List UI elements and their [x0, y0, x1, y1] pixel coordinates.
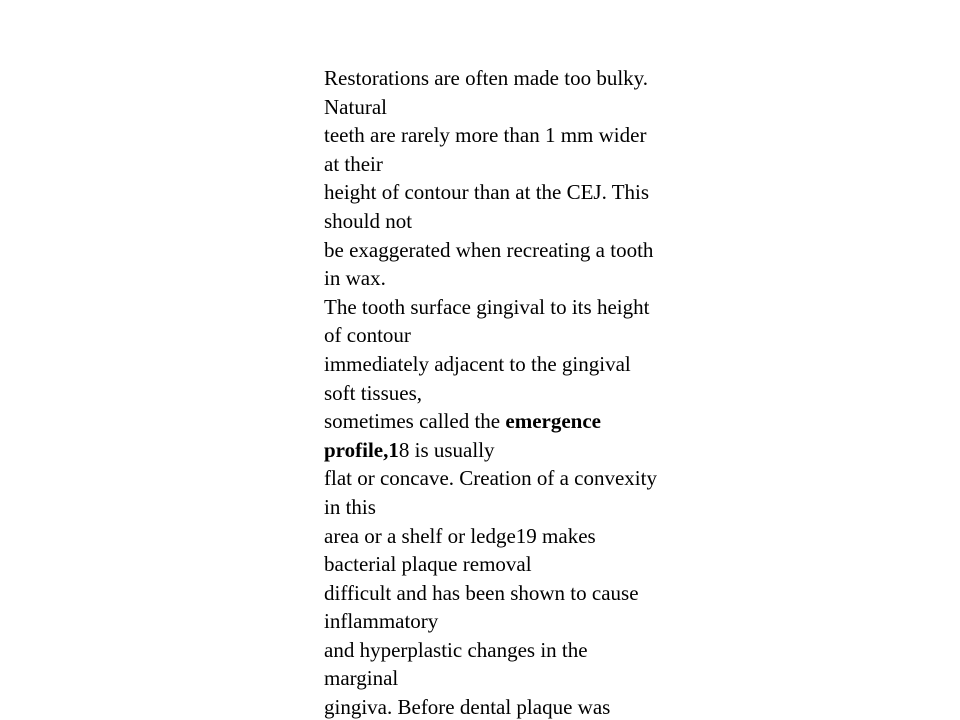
text-line: gingiva. Before dental plaque was — [324, 695, 611, 720]
emphasis-term: emergence — [505, 409, 601, 434]
text-line: inflammatory — [324, 609, 439, 634]
text-line — [324, 436, 724, 465]
text-line: Restorations are often made too bulky. — [324, 66, 649, 90]
text-line: height of contour than at the CEJ. This — [324, 180, 650, 205]
text-line: area or a shelf or ledge19 makes — [324, 523, 596, 548]
text-line — [324, 407, 724, 436]
text-line: at their — [324, 151, 383, 176]
text-line: of contour — [324, 323, 411, 348]
text-line: Natural — [324, 94, 387, 119]
text-line: bacterial plaque removal — [324, 552, 532, 577]
text-line: in this — [324, 494, 376, 519]
text-line: teeth are rarely more than 1 mm wider — [324, 123, 647, 148]
text-segment: sometimes called the — [324, 409, 506, 434]
text-line: difficult and has been shown to cause — [324, 580, 639, 605]
text-line: soft tissues, — [324, 380, 423, 405]
text-line: should not — [324, 208, 413, 233]
text-line: in wax. — [324, 266, 386, 291]
text-line: The tooth surface gingival to its height — [324, 294, 650, 319]
body-text — [324, 64, 724, 720]
text-line: be exaggerated when recreating a tooth — [324, 237, 654, 262]
text-line: flat or concave. Creation of a convexity — [324, 466, 657, 491]
text-line: immediately adjacent to the gingival — [324, 351, 631, 376]
text-line: marginal — [324, 666, 399, 691]
text-line: and hyperplastic changes in the — [324, 637, 588, 662]
text-segment: 8 is usually — [398, 437, 495, 462]
emphasis-term: profile,1 — [324, 437, 399, 462]
